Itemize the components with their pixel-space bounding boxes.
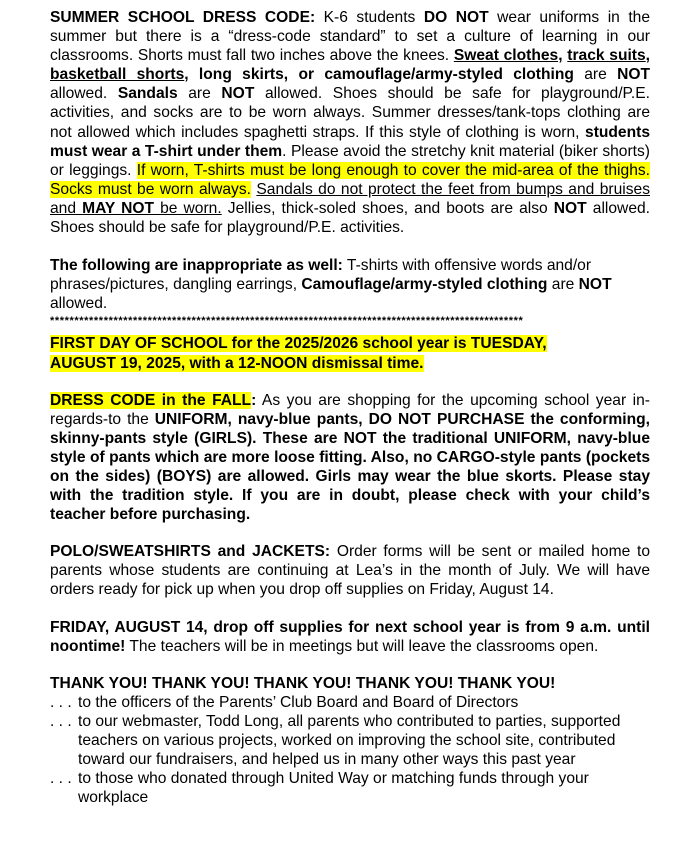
tshirt-length-highlight: If worn, T-shirts must be long enough to cover the mid-area of the thighs. Socks must be worn always. bbox=[50, 161, 650, 198]
thank-you-heading: THANK YOU! THANK YOU! THANK YOU! THANK YOU! THANK YOU! bbox=[50, 674, 556, 692]
ellipsis-marker: . . . bbox=[50, 693, 72, 711]
ellipsis-marker: . . . bbox=[50, 770, 72, 788]
sandals-warning: Sandals do not protect the feet from bumps and bruises and MAY NOT be worn. bbox=[50, 180, 650, 217]
polo-heading: POLO/SWEATSHIRTS and JACKETS: bbox=[50, 543, 331, 561]
thank-you-item: . . . to our webmaster, Todd Long, all parents who contributed to parties, supported teachers on various projects, worked on improving the school site, contributed toward our fundraisers, and helped us in many other ways this past year bbox=[50, 712, 621, 769]
summer-dress-code-heading: SUMMER SCHOOL DRESS CODE: bbox=[50, 9, 316, 26]
friday-dropoff-paragraph: FRIDAY, AUGUST 14, drop off supplies for next school year is from 9 a.m. until noontime! The teachers will be in meetings but will leave the classrooms open. bbox=[50, 618, 650, 655]
first-day-announcement: FIRST DAY OF SCHOOL for the 2025/2026 school year is TUESDAY, AUGUST 19, 2025, with a 12-NOON dismissal time. bbox=[50, 335, 547, 372]
fall-dress-code-heading: DRESS CODE in the FALL bbox=[50, 391, 252, 409]
summer-dress-code-paragraph: SUMMER SCHOOL DRESS CODE: K-6 students DO NOT wear uniforms in the summer but there is a “dress-code standard” to set a culture of learning in our classrooms. Shorts must fall two inches above the knees. Sweat clothes, track suits, basketball shorts, long skirts, or camouflage/army-styled clothing are NOT allowed. Sandals are NOT allowed. Shoes should be safe for playground/P.E. activities, and socks are to be worn always. Summer dresses/tank-tops clothing are not allowed which includes spaghetti straps. If this style of clothing is worn, students must wear a T-shirt under them. Please avoid the stretchy knit material (biker shorts) or leggings. If worn, T-shirts must be long enough to cover the mid-area of the thighs. Socks must be worn always. Sandals do not protect the feet from bumps and bruises and MAY NOT be worn. Jellies, thick-soled shoes, and boots are also NOT allowed. Shoes should be safe for playground/P.E. activities. bbox=[50, 9, 651, 237]
fall-dress-code-paragraph: DRESS CODE in the FALL: As you are shopping for the upcoming school year in-regards-to the UNIFORM, navy-blue pants, DO NOT PURCHASE the conforming, skinny-pants style (GIRLS). These are NOT the traditional UNIFORM, navy-blue style of pants which are more loose fitting. Also, no CARGO-style pants (pockets on the sides) (BOYS) are allowed. Girls may wear the blue skorts. Please stay with the tradition style. If you are in doubt, please check with your child’s teacher before purchasing. bbox=[50, 391, 650, 524]
thank-you-item: . . . to those who donated through United Way or matching funds through your workplace bbox=[50, 770, 589, 807]
asterisk-divider: ************************************************************************************************* bbox=[50, 315, 524, 328]
ellipsis-marker: . . . bbox=[50, 712, 72, 730]
inappropriate-heading: The following are inappropriate as well: bbox=[50, 257, 343, 275]
thank-you-item: . . . to the officers of the Parents’ Club Board and Board of Directors bbox=[50, 693, 519, 711]
inappropriate-paragraph: The following are inappropriate as well: T-shirts with offensive words and/or phrases/pictures, dangling earrings, Camouflage/army-styled clothing are NOT allowed. bbox=[50, 257, 612, 313]
polo-sweatshirts-paragraph: POLO/SWEATSHIRTS and JACKETS: Order forms will be sent or mailed home to parents whose students are continuing at Lea’s in the month of July. We will have orders ready for pick up when you drop off supplies on Friday, August 14. bbox=[50, 543, 650, 599]
